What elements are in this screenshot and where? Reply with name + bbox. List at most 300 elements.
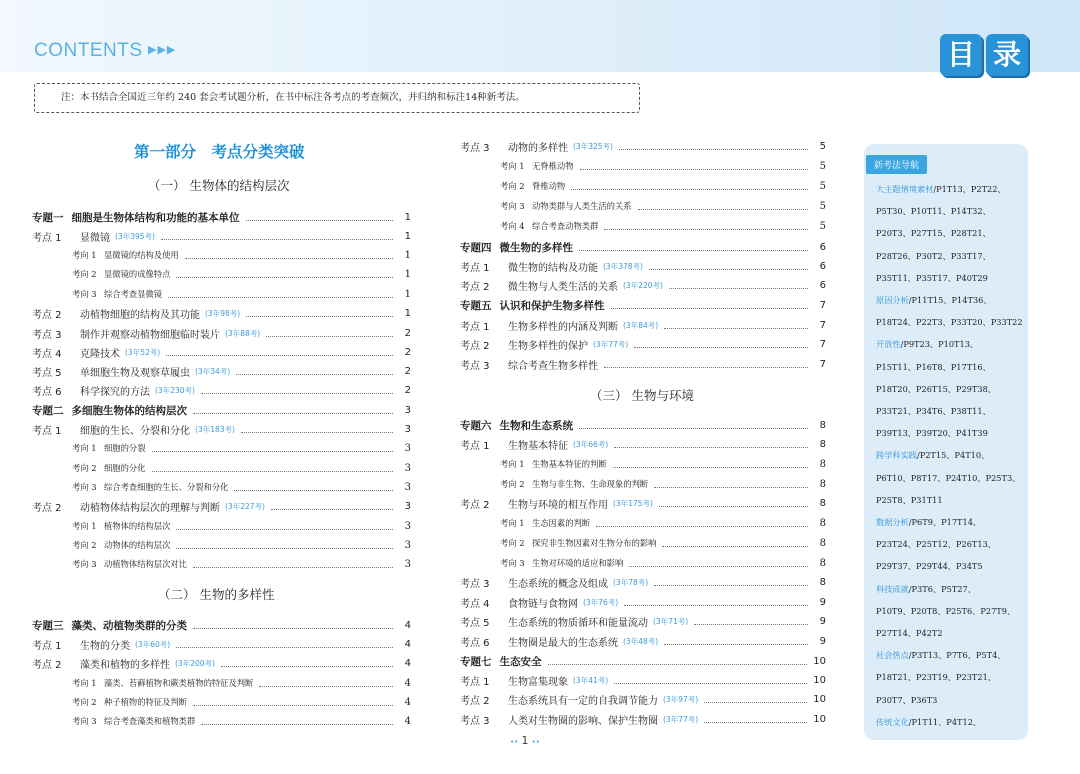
row-label: 考向 2 xyxy=(500,479,525,489)
guide-line xyxy=(876,644,1026,666)
dot-leader xyxy=(614,683,807,684)
row-label: 考向 1 xyxy=(500,518,525,528)
toc-direction-row xyxy=(72,537,411,553)
guide-method-name: 传统文化 xyxy=(876,716,909,727)
row-label: 考向 1 xyxy=(72,678,97,688)
row-title: 种子植物的特征及判断 xyxy=(104,697,187,707)
row-title: 动物类群与人类生活的关系 xyxy=(532,201,632,211)
contents-heading: CONTENTS xyxy=(34,40,143,61)
guide-line xyxy=(876,245,1026,267)
toc-direction-row xyxy=(500,158,826,174)
row-title: 脊椎动物 xyxy=(532,181,566,191)
row-label: 考向 3 xyxy=(72,559,97,569)
dot-leader xyxy=(246,220,394,221)
dot-leader xyxy=(152,471,394,472)
toc-point-row xyxy=(32,228,411,244)
row-page: 9 xyxy=(819,635,826,647)
row-label: 考点 1 xyxy=(32,425,62,437)
toc-point-row xyxy=(32,325,411,341)
row-label: 考点 5 xyxy=(460,617,490,629)
row-page: 8 xyxy=(819,576,826,588)
row-label: 考点 2 xyxy=(32,502,62,514)
guide-line xyxy=(876,356,1026,378)
mulu-title xyxy=(940,34,1028,76)
dot-leader xyxy=(619,149,808,150)
dot-leader xyxy=(246,316,393,317)
toc-point-row xyxy=(32,344,411,360)
row-label: 考点 3 xyxy=(460,578,490,590)
row-page: 8 xyxy=(819,497,826,509)
row-title: 生态安全 xyxy=(499,655,542,668)
toc-direction-row xyxy=(72,247,411,263)
row-page: 7 xyxy=(819,319,826,331)
row-label: 考点 3 xyxy=(460,360,490,372)
row-page: 1 xyxy=(404,288,411,300)
row-label: 考点 2 xyxy=(460,499,490,511)
toc-direction-row xyxy=(72,460,411,476)
guide-method-name: 数据分析 xyxy=(876,517,909,528)
row-title: 生物的分类 xyxy=(80,640,130,652)
page-deco-right: •• xyxy=(531,738,540,746)
row-frequency: (3年378考) xyxy=(603,261,643,271)
row-label: 考向 2 xyxy=(500,538,525,548)
row-title: 生物多样性的内涵及判断 xyxy=(508,321,618,333)
row-label: 考点 1 xyxy=(32,640,62,652)
dot-leader xyxy=(579,250,808,251)
guide-line xyxy=(876,422,1026,444)
row-label: 考向 3 xyxy=(500,201,525,211)
row-title: 综合考查生物多样性 xyxy=(508,360,598,372)
dot-leader xyxy=(176,647,393,648)
guide-refs: P39T13、P39T20、P41T39 xyxy=(876,428,988,439)
row-title: 综合考查动物类群 xyxy=(532,221,599,231)
guide-refs: P30T7、P36T3 xyxy=(876,694,938,705)
row-page: 5 xyxy=(819,200,826,212)
row-frequency: (3年66考) xyxy=(573,439,609,449)
guide-refs: P35T11、P35T17、P40T29 xyxy=(876,272,988,283)
row-label: 考点 4 xyxy=(32,348,62,360)
guide-line xyxy=(876,178,1026,200)
guide-line xyxy=(876,289,1026,311)
row-frequency: (3年84考) xyxy=(623,320,659,330)
part-title: 第一部分 考点分类突破 xyxy=(134,143,305,161)
row-label: 考点 3 xyxy=(460,142,490,154)
dot-leader xyxy=(548,664,808,665)
chapter-heading-1: （一） 生物体的结构层次 xyxy=(148,178,290,193)
row-page: 5 xyxy=(819,160,826,172)
row-title: 动物体的结构层次 xyxy=(104,540,171,550)
guide-line xyxy=(876,511,1026,533)
dot-leader xyxy=(176,529,393,530)
row-title: 食物链与食物网 xyxy=(508,598,578,610)
dot-leader xyxy=(664,644,808,645)
row-title: 藻类和植物的多样性 xyxy=(80,659,170,671)
row-label: 考点 2 xyxy=(460,695,490,707)
row-label: 考向 2 xyxy=(500,181,525,191)
dot-leader xyxy=(654,585,808,586)
row-frequency: (3年77考) xyxy=(593,339,629,349)
row-page: 7 xyxy=(819,299,826,311)
toc-direction-row xyxy=(500,198,826,214)
row-page: 1 xyxy=(404,230,411,242)
chapter-heading-3: （三） 生物与环境 xyxy=(590,388,694,403)
page-number-value: 1 xyxy=(521,735,529,747)
row-title: 生态因素的判断 xyxy=(532,518,591,528)
toc-point-row xyxy=(460,277,826,293)
toc-direction-row xyxy=(500,178,826,194)
row-frequency: (3年230考) xyxy=(155,385,195,395)
guide-line xyxy=(876,555,1026,577)
row-label: 考向 3 xyxy=(72,289,97,299)
dot-leader xyxy=(669,288,808,289)
row-frequency: (3年175考) xyxy=(613,498,653,508)
row-page: 2 xyxy=(404,327,411,339)
row-frequency: (3年325考) xyxy=(573,141,613,151)
toc-direction-row xyxy=(72,556,411,572)
toc-direction-row xyxy=(72,694,411,710)
toc-topic-row xyxy=(460,417,826,433)
row-page: 9 xyxy=(819,615,826,627)
guide-line xyxy=(876,467,1026,489)
row-page: 10 xyxy=(813,693,826,705)
guide-line xyxy=(876,222,1026,244)
row-title: 综合考查显微镜 xyxy=(104,289,163,299)
row-label: 专题五 xyxy=(460,299,492,312)
dot-leader xyxy=(234,490,393,491)
guide-refs: P33T21、P34T6、P38T11、 xyxy=(876,406,991,417)
row-frequency: (3年97考) xyxy=(663,694,699,704)
row-page: 6 xyxy=(819,260,826,272)
row-title: 细胞是生物体结构和功能的基本单位 xyxy=(71,211,240,224)
row-page: 3 xyxy=(404,500,411,512)
dot-leader xyxy=(259,686,393,687)
guide-refs: P5T30、P10T11、P14T32、 xyxy=(876,206,991,217)
toc-topic-row xyxy=(32,617,411,633)
row-page: 3 xyxy=(404,520,411,532)
guide-refs: P20T3、P27T15、P28T21、 xyxy=(876,228,991,239)
row-label: 考点 2 xyxy=(460,281,490,293)
row-label: 专题二 xyxy=(32,404,64,417)
toc-point-row xyxy=(460,138,826,154)
dot-leader xyxy=(614,447,808,448)
row-title: 生物对环境的适应和影响 xyxy=(532,558,624,568)
dot-leader xyxy=(236,374,393,375)
row-page: 3 xyxy=(404,539,411,551)
row-label: 考向 3 xyxy=(500,558,525,568)
dot-leader xyxy=(649,269,808,270)
row-page: 3 xyxy=(404,423,411,435)
guide-method-name: 原因分析 xyxy=(876,295,909,306)
row-frequency: (3年60考) xyxy=(135,639,171,649)
guide-line xyxy=(876,689,1026,711)
dot-leader xyxy=(579,428,808,429)
row-label: 考点 3 xyxy=(460,715,490,727)
guide-line xyxy=(876,400,1026,422)
dot-leader xyxy=(161,239,393,240)
row-label: 考点 1 xyxy=(32,232,62,244)
row-title: 多细胞生物体的结构层次 xyxy=(71,404,187,417)
row-title: 植物体的结构层次 xyxy=(104,521,171,531)
row-title: 生物与环境的相互作用 xyxy=(508,499,608,511)
guide-refs: P28T26、P30T2、P33T17、 xyxy=(876,250,991,261)
toc-point-row xyxy=(32,655,411,671)
guide-line xyxy=(876,600,1026,622)
row-title: 细胞的分化 xyxy=(104,463,146,473)
guide-line xyxy=(876,378,1026,400)
toc-point-row xyxy=(32,498,411,514)
row-page: 1 xyxy=(404,249,411,261)
row-page: 8 xyxy=(819,438,826,450)
toc-direction-row xyxy=(500,218,826,234)
guide-refs: P6T10、P8T17、P24T10、P25T3、 xyxy=(876,472,1021,483)
row-title: 动植物体结构层次的理解与判断 xyxy=(80,502,220,514)
row-page: 4 xyxy=(404,677,411,689)
guide-method-name: 大主题情境素材 xyxy=(876,184,934,194)
row-label: 专题六 xyxy=(460,419,492,432)
guide-line xyxy=(876,200,1026,222)
guide-refs: /P9T23、P10T13、 xyxy=(900,339,979,350)
row-frequency: (3年88考) xyxy=(225,328,261,338)
row-label: 专题四 xyxy=(460,241,492,254)
toc-point-row xyxy=(460,711,826,727)
dot-leader xyxy=(168,297,393,298)
row-frequency: (3年48考) xyxy=(623,636,659,646)
guide-line xyxy=(876,578,1026,600)
row-label: 考点 1 xyxy=(460,321,490,333)
row-label: 考向 2 xyxy=(72,269,97,279)
dot-leader xyxy=(571,189,808,190)
row-page: 5 xyxy=(819,180,826,192)
dot-leader xyxy=(662,546,808,547)
dot-leader xyxy=(152,451,394,452)
note-box: 注：本书结合全国近三年约 240 套会考试题分析，在书中标注各考点的考查频次，并归纳和标注14种新考法。 xyxy=(34,83,640,113)
guide-line xyxy=(876,311,1026,333)
row-frequency: (3年183考) xyxy=(195,424,235,434)
row-label: 考向 3 xyxy=(72,482,97,492)
row-label: 专题七 xyxy=(460,655,492,668)
guide-line xyxy=(876,333,1026,355)
row-page: 10 xyxy=(813,655,826,667)
row-title: 单细胞生物及观察草履虫 xyxy=(80,367,190,379)
row-page: 3 xyxy=(404,481,411,493)
guide-line xyxy=(876,622,1026,644)
row-page: 3 xyxy=(404,558,411,570)
guide-refs: /P2T15、P4T10、 xyxy=(916,450,990,461)
guide-refs: /P3T6、P5T27、 xyxy=(908,583,976,594)
row-title: 生态系统的物质循环和能量流动 xyxy=(508,617,648,629)
toc-point-row xyxy=(460,436,826,452)
guide-line xyxy=(876,711,1026,733)
row-title: 人类对生物圈的影响、保护生物圈 xyxy=(508,715,658,727)
guide-method-name: 科技成就 xyxy=(876,583,909,594)
row-page: 2 xyxy=(404,365,411,377)
guide-line xyxy=(876,267,1026,289)
dot-leader xyxy=(596,526,808,527)
toc-direction-row xyxy=(72,266,411,282)
toc-topic-row xyxy=(460,297,826,313)
dot-leader xyxy=(638,209,808,210)
row-title: 生物圈是最大的生态系统 xyxy=(508,637,618,649)
header-band xyxy=(0,0,1080,72)
guide-refs: P18T20、P26T15、P29T38、 xyxy=(876,383,996,394)
row-label: 考点 6 xyxy=(460,637,490,649)
row-label: 考向 2 xyxy=(72,697,97,707)
row-frequency: (3年220考) xyxy=(623,280,663,290)
row-page: 5 xyxy=(819,220,826,232)
row-page: 8 xyxy=(819,478,826,490)
toc-point-row xyxy=(460,613,826,629)
page-deco-left: •• xyxy=(510,738,519,746)
row-frequency: (3年77考) xyxy=(663,714,699,724)
dot-leader xyxy=(193,628,393,629)
row-label: 专题一 xyxy=(32,211,64,224)
row-title: 显微镜的成像特点 xyxy=(104,269,171,279)
dot-leader xyxy=(176,277,393,278)
row-label: 考点 1 xyxy=(460,676,490,688)
row-title: 科学探究的方法 xyxy=(80,386,150,398)
dot-leader xyxy=(580,169,809,170)
toc-direction-row xyxy=(500,535,826,551)
row-title: 综合考查细胞的生长、分裂和分化 xyxy=(104,482,229,492)
dot-leader xyxy=(166,355,393,356)
toc-direction-row xyxy=(72,286,411,302)
guide-refs: P27T14、P42T2 xyxy=(876,628,943,639)
row-page: 3 xyxy=(404,442,411,454)
row-title: 无脊椎动物 xyxy=(532,161,574,171)
row-page: 2 xyxy=(404,346,411,358)
row-label: 考向 1 xyxy=(72,443,97,453)
guide-refs: P29T37、P29T44、P34T5 xyxy=(876,561,983,572)
row-title: 藻类、苔藓植物和蕨类植物的特征及判断 xyxy=(104,678,254,688)
row-page: 8 xyxy=(819,517,826,529)
row-title: 生物富集现象 xyxy=(508,676,568,688)
toc-direction-row xyxy=(72,713,411,729)
dot-leader xyxy=(613,467,808,468)
dot-leader xyxy=(271,509,393,510)
row-frequency: (3年52考) xyxy=(125,347,161,357)
guide-list xyxy=(876,178,1026,733)
row-page: 6 xyxy=(819,241,826,253)
guide-refs: /P11T15、P14T36、 xyxy=(908,295,992,306)
row-label: 考向 2 xyxy=(72,540,97,550)
row-page: 4 xyxy=(404,715,411,727)
dot-leader xyxy=(604,229,808,230)
toc-topic-row xyxy=(460,239,826,255)
toc-topic-row xyxy=(32,402,411,418)
row-label: 考点 1 xyxy=(460,440,490,452)
row-title: 综合考查藻类和植物类群 xyxy=(104,716,196,726)
row-page: 7 xyxy=(819,358,826,370)
guide-method-name: 开放性 xyxy=(876,339,901,350)
guide-refs: P25T8、P31T11 xyxy=(876,494,943,505)
row-page: 9 xyxy=(819,596,826,608)
row-title: 微生物的结构及功能 xyxy=(508,262,598,274)
row-title: 生物多样性的保护 xyxy=(508,340,588,352)
toc-direction-row xyxy=(500,476,826,492)
arrow-icon: ▶▶▶ xyxy=(148,43,177,56)
dot-leader xyxy=(629,566,808,567)
row-frequency: (3年71考) xyxy=(653,616,689,626)
toc-point-row xyxy=(460,356,826,372)
row-title: 生物基本特征的判断 xyxy=(532,459,607,469)
guide-refs: P23T24、P25T12、P26T13、 xyxy=(876,539,996,550)
dot-leader xyxy=(201,724,393,725)
toc-direction-row xyxy=(72,479,411,495)
guide-line xyxy=(876,533,1026,555)
guide-line xyxy=(876,666,1026,688)
toc-point-row xyxy=(460,633,826,649)
row-label: 专题三 xyxy=(32,619,64,632)
toc-point-row xyxy=(460,691,826,707)
dot-leader xyxy=(704,722,807,723)
mulu-char-1: 目 xyxy=(940,34,982,76)
guide-refs: /P1T13、P2T22、 xyxy=(933,184,1006,194)
row-frequency: (3年200考) xyxy=(175,658,215,668)
toc-point-row xyxy=(32,421,411,437)
row-page: 10 xyxy=(813,674,826,686)
dot-leader xyxy=(694,624,808,625)
guide-refs: /P6T9、P17T14、 xyxy=(908,517,982,528)
row-title: 动物的多样性 xyxy=(508,142,568,154)
row-title: 微生物的多样性 xyxy=(499,241,573,254)
row-frequency: (3年395考) xyxy=(115,231,155,241)
row-page: 4 xyxy=(404,696,411,708)
row-title: 探究非生物因素对生物分布的影响 xyxy=(532,538,657,548)
toc-point-row xyxy=(460,336,826,352)
toc-point-row xyxy=(460,317,826,333)
row-title: 克隆技术 xyxy=(80,348,120,360)
dot-leader xyxy=(611,308,809,309)
dot-leader xyxy=(241,432,393,433)
toc-point-row xyxy=(32,363,411,379)
toc-point-row xyxy=(460,594,826,610)
row-page: 4 xyxy=(404,638,411,650)
page-number xyxy=(510,735,540,747)
row-title: 细胞的生长、分裂和分化 xyxy=(80,425,190,437)
row-title: 生物和生态系统 xyxy=(499,419,573,432)
mulu-char-2: 录 xyxy=(986,34,1028,76)
guide-refs: /P1T11、P4T12、 xyxy=(908,716,982,727)
dot-leader xyxy=(654,487,808,488)
row-label: 考向 1 xyxy=(500,161,525,171)
row-label: 考点 4 xyxy=(460,598,490,610)
row-page: 8 xyxy=(819,537,826,549)
row-label: 考点 2 xyxy=(460,340,490,352)
dot-leader xyxy=(634,347,808,348)
row-title: 认识和保护生物多样性 xyxy=(499,299,605,312)
guide-line xyxy=(876,444,1026,466)
toc-direction-row xyxy=(500,456,826,472)
dot-leader xyxy=(704,702,807,703)
row-title: 动植物细胞的结构及其功能 xyxy=(80,309,200,321)
dot-leader xyxy=(624,605,808,606)
row-label: 考向 1 xyxy=(72,250,97,260)
guide-refs: P10T9、P20T8、P25T6、P27T9、 xyxy=(876,605,1016,616)
row-title: 微生物与人类生活的关系 xyxy=(508,281,618,293)
row-label: 考向 2 xyxy=(72,463,97,473)
row-frequency: (3年98考) xyxy=(205,308,241,318)
dot-leader xyxy=(221,666,393,667)
toc-point-row xyxy=(460,495,826,511)
row-page: 10 xyxy=(813,713,826,725)
row-frequency: (3年34考) xyxy=(195,366,231,376)
toc-direction-row xyxy=(72,440,411,456)
row-page: 5 xyxy=(819,140,826,152)
toc-point-row xyxy=(460,258,826,274)
row-title: 显微镜 xyxy=(80,232,110,244)
row-frequency: (3年41考) xyxy=(573,675,609,685)
guide-title: 新考法导航 xyxy=(866,155,927,174)
